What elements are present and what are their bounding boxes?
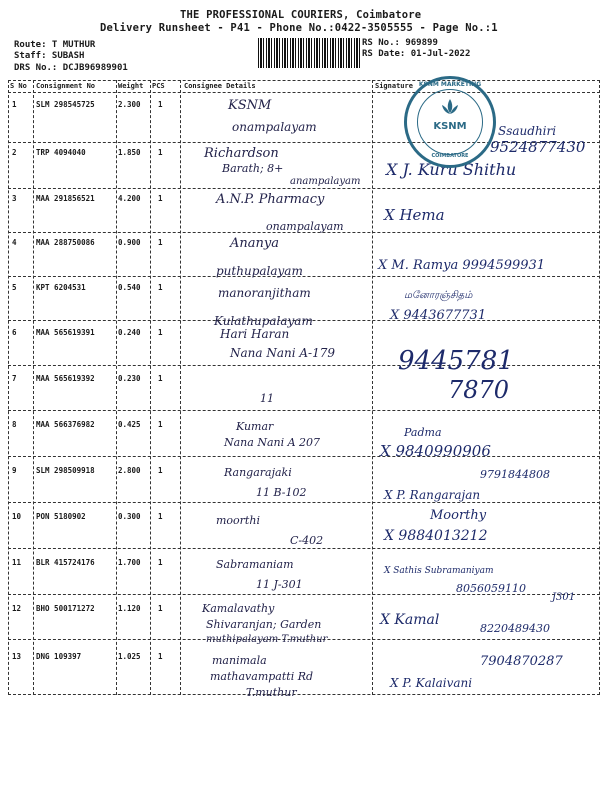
signature-line: J301 <box>552 592 576 603</box>
row-pcs: 1 <box>158 194 163 203</box>
row-consignment: MAA 288750086 <box>36 238 95 247</box>
col-divider <box>180 80 181 695</box>
consignee-line: C-402 <box>290 534 324 547</box>
signature-line: 9524877430 <box>490 138 586 156</box>
row-pcs: 1 <box>158 466 163 475</box>
stamp-top-text: KSNM MARKETING <box>418 81 482 88</box>
row-sno: 9 <box>12 466 17 475</box>
consignee-line: Sabramaniam <box>216 558 294 571</box>
signature-line: X 9840990906 <box>380 442 491 460</box>
consignee-line: manoranjitham <box>218 286 311 300</box>
row-pcs: 1 <box>158 283 163 292</box>
consignee-line: Nana Nani A 207 <box>224 436 321 449</box>
row-weight: 0.425 <box>118 420 141 429</box>
consignee-line: mathavampatti Rd <box>210 670 314 683</box>
row-sno: 13 <box>12 652 22 661</box>
consignee-line: KSNM <box>228 98 272 113</box>
row-consignment: BHO 500171272 <box>36 604 95 613</box>
consignee-line: Kamalavathy <box>202 602 275 615</box>
row-divider <box>8 276 600 277</box>
consignee-line: 11 B-102 <box>256 486 307 499</box>
signature-line: X 9884013212 <box>384 528 488 544</box>
row-consignment: MAA 291856521 <box>36 194 95 203</box>
consignee-line: Hari Haran <box>220 327 290 341</box>
consignee-line: Richardson <box>204 146 279 161</box>
row-consignment: BLR 415724176 <box>36 558 95 567</box>
row-sno: 2 <box>12 148 17 157</box>
consignee-line: onampalayam <box>266 220 344 233</box>
col-header-signature: Signature <box>375 82 413 90</box>
signature-line: 7904870287 <box>480 654 563 669</box>
col-header-sno: S No <box>10 82 27 90</box>
signature-line: 9791844808 <box>480 468 550 481</box>
consignee-line: 11 J-301 <box>256 578 303 591</box>
rs-date: RS Date: 01-Jul-2022 <box>362 49 471 59</box>
row-weight: 0.540 <box>118 283 141 292</box>
row-consignment: SLM 298509918 <box>36 466 95 475</box>
row-sno: 1 <box>12 100 17 109</box>
table-bottom-border <box>8 694 600 695</box>
rs-number: RS No.: 969899 <box>362 38 438 48</box>
signature-line: X J. Kuru Shithu <box>386 160 517 179</box>
signature-line: X Sathis Subramaniyam <box>384 566 494 576</box>
row-pcs: 1 <box>158 100 163 109</box>
signature-line: 9445781 <box>398 346 514 376</box>
runsheet-title: Delivery Runsheet - P41 - Phone No.:0422-3505555 - Page No.:1 <box>100 22 498 34</box>
row-pcs: 1 <box>158 652 163 661</box>
row-weight: 0.240 <box>118 328 141 337</box>
row-weight: 2.800 <box>118 466 141 475</box>
row-divider <box>8 188 600 189</box>
signature-line: Ssaudhiri <box>498 124 557 138</box>
row-weight: 1.700 <box>118 558 141 567</box>
row-sno: 6 <box>12 328 17 337</box>
signature-line: Moorthy <box>430 508 487 523</box>
row-consignment: SLM 298545725 <box>36 100 95 109</box>
row-weight: 1.850 <box>118 148 141 157</box>
row-pcs: 1 <box>158 148 163 157</box>
col-header-consignee: Consignee Details <box>184 82 256 90</box>
signature-line: X 9443677731 <box>390 308 487 323</box>
row-sno: 3 <box>12 194 17 203</box>
row-sno: 7 <box>12 374 17 383</box>
consignee-line: Rangarajaki <box>224 466 292 479</box>
consignee-line: muthipalayam T.muthur <box>206 634 328 645</box>
stamp-bottom-text: COIMBATORE <box>431 153 469 159</box>
lotus-icon <box>439 97 461 117</box>
row-pcs: 1 <box>158 328 163 337</box>
consignee-line: onampalayam <box>232 120 317 134</box>
signature-line: X Kamal <box>380 612 440 628</box>
col-divider <box>8 80 9 695</box>
row-pcs: 1 <box>158 420 163 429</box>
row-weight: 0.230 <box>118 374 141 383</box>
header-divider <box>8 92 600 93</box>
col-divider <box>372 80 373 695</box>
row-divider <box>8 456 600 457</box>
consignee-line: anampalayam <box>290 176 361 187</box>
row-pcs: 1 <box>158 558 163 567</box>
signature-line: X P. Rangarajan <box>384 488 481 502</box>
row-sno: 4 <box>12 238 17 247</box>
signature-line: 8056059110 <box>456 582 526 595</box>
consignee-line: 11 <box>260 392 274 405</box>
consignee-line: Nana Nani A-179 <box>230 346 336 360</box>
row-sno: 12 <box>12 604 22 613</box>
row-pcs: 1 <box>158 604 163 613</box>
row-weight: 0.300 <box>118 512 141 521</box>
row-consignment: MAA 565619391 <box>36 328 95 337</box>
row-consignment: PON 5180902 <box>36 512 86 521</box>
ksnm-stamp <box>404 76 496 168</box>
col-divider <box>33 80 34 695</box>
col-header-weight: Weight <box>118 82 144 90</box>
row-pcs: 1 <box>158 238 163 247</box>
signature-line: Padma <box>404 426 442 439</box>
consignee-line: A.N.P. Pharmacy <box>216 192 325 207</box>
signature-line: X Hema <box>384 206 445 224</box>
row-consignment: KPT 6204531 <box>36 283 86 292</box>
row-consignment: MAA 565619392 <box>36 374 95 383</box>
stamp-middle-text: KSNM <box>433 121 467 132</box>
row-divider <box>8 548 600 549</box>
row-weight: 2.300 <box>118 100 141 109</box>
row-sno: 8 <box>12 420 17 429</box>
route-label: Route: T MUTHUR <box>14 40 96 50</box>
row-sno: 11 <box>12 558 22 567</box>
runsheet-header <box>0 0 600 80</box>
consignee-line: puthupalayam <box>216 264 303 278</box>
table-top-border <box>8 80 600 81</box>
col-header-pcs: PCS <box>152 82 165 90</box>
col-divider <box>116 80 117 695</box>
signature-line: X M. Ramya 9994599931 <box>378 258 546 273</box>
row-divider <box>8 410 600 411</box>
consignee-line: T.muthur <box>246 686 297 699</box>
consignee-line: Kumar <box>236 420 274 433</box>
signature-line: 7870 <box>448 376 510 404</box>
consignee-line: Kulathupalayam <box>214 314 313 328</box>
signature-line: மனோரஞ்சிதம் <box>404 290 473 301</box>
consignee-line: moorthi <box>216 514 260 527</box>
row-sno: 5 <box>12 283 17 292</box>
row-weight: 0.900 <box>118 238 141 247</box>
signature-line: X P. Kalaivani <box>390 676 473 690</box>
row-weight: 1.120 <box>118 604 141 613</box>
signature-line: 8220489430 <box>480 622 550 635</box>
consignee-line: manimala <box>212 654 267 667</box>
row-weight: 4.200 <box>118 194 141 203</box>
staff-label: Staff: SUBASH <box>14 51 85 61</box>
row-pcs: 1 <box>158 374 163 383</box>
row-weight: 1.025 <box>118 652 141 661</box>
drs-number: DRS No.: DCJB96989901 <box>14 63 128 73</box>
company-name: THE PROFESSIONAL COURIERS, Coimbatore <box>180 9 422 21</box>
col-header-consignment: Consignment No <box>36 82 96 90</box>
consignee-line: Shivaranjan; Garden <box>206 618 322 631</box>
row-consignment: DNG 109397 <box>36 652 82 661</box>
consignee-line: Ananya <box>230 236 279 251</box>
row-consignment: TRP 4094040 <box>36 148 86 157</box>
barcode <box>258 38 362 68</box>
row-sno: 10 <box>12 512 22 521</box>
row-consignment: MAA 566376982 <box>36 420 95 429</box>
row-pcs: 1 <box>158 512 163 521</box>
consignee-line: Barath; 8+ <box>222 162 284 175</box>
row-divider <box>8 502 600 503</box>
col-divider <box>150 80 151 695</box>
